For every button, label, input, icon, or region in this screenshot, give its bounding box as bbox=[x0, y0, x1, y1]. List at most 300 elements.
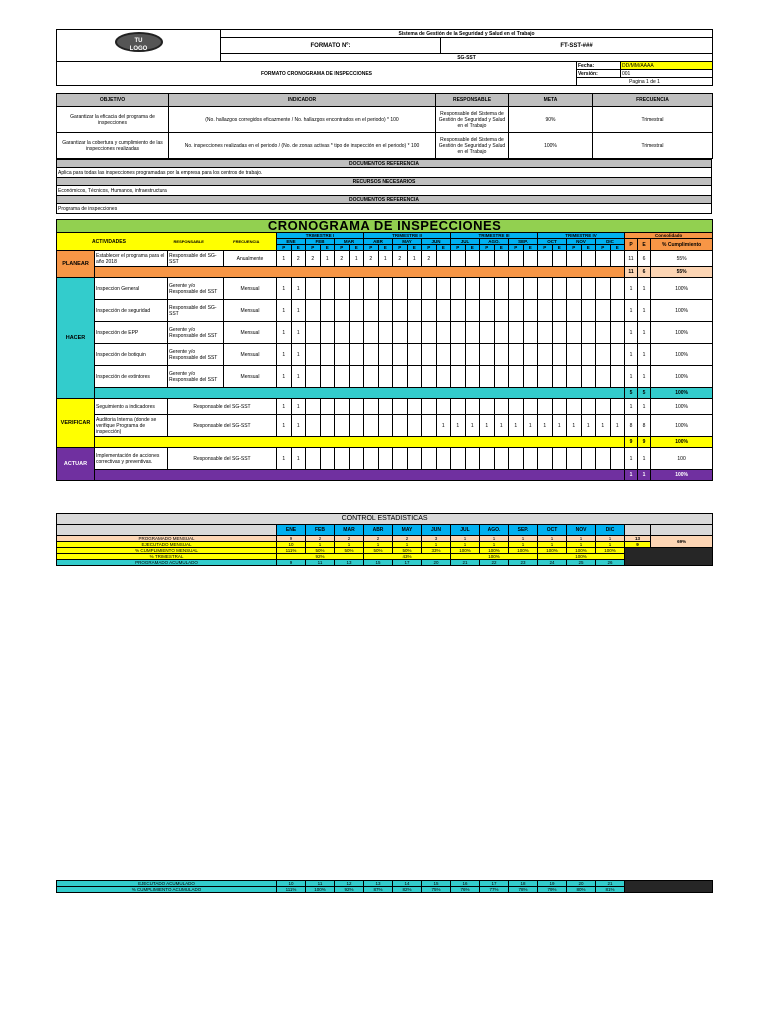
activity-name: Implementación de acciones correctivas y preventivas. bbox=[95, 448, 168, 470]
schedule-cell bbox=[552, 251, 567, 267]
schedule-cell bbox=[465, 322, 480, 344]
schedule-cell bbox=[378, 366, 393, 388]
consolidated-p: 1 bbox=[625, 399, 638, 415]
schedule-cell bbox=[378, 415, 393, 437]
stats-value: 3 bbox=[422, 536, 451, 542]
stats-value: 1 bbox=[538, 542, 567, 548]
accum-value: 19 bbox=[538, 881, 567, 887]
accum-value: 87% bbox=[364, 887, 393, 893]
p-header: P bbox=[393, 245, 408, 251]
p-header: P bbox=[509, 245, 524, 251]
schedule-cell bbox=[610, 300, 625, 322]
schedule-cell bbox=[465, 366, 480, 388]
month-header: NOV bbox=[567, 239, 596, 245]
schedule-cell bbox=[523, 366, 538, 388]
e-header: E bbox=[581, 245, 596, 251]
p-header: P bbox=[335, 245, 350, 251]
trimestre-2: TRIMESTRE II bbox=[364, 233, 451, 239]
schedule-cell bbox=[509, 366, 524, 388]
col-indicador: INDICADOR bbox=[169, 94, 436, 107]
schedule-cell: 1 bbox=[596, 415, 611, 437]
col-objetivo: OBJETIVO bbox=[57, 94, 169, 107]
schedule-cell bbox=[335, 366, 350, 388]
accum-value: 16 bbox=[451, 881, 480, 887]
stats-value: 1 bbox=[567, 536, 596, 542]
activity-responsible: Gerente y/o Responsable del SST bbox=[168, 366, 224, 388]
schedule-cell bbox=[422, 322, 437, 344]
schedule-cell bbox=[610, 278, 625, 300]
schedule-cell bbox=[306, 399, 321, 415]
schedule-cell bbox=[320, 415, 335, 437]
stats-value: 1 bbox=[509, 536, 538, 542]
schedule-cell bbox=[378, 322, 393, 344]
activity-name: Inspección de seguridad bbox=[95, 300, 168, 322]
schedule-cell bbox=[538, 300, 553, 322]
schedule-cell bbox=[610, 251, 625, 267]
consolidated-pct: 100% bbox=[651, 399, 713, 415]
stats-value: 1 bbox=[538, 536, 567, 542]
stats-total: 9 bbox=[625, 542, 651, 548]
schedule-cell bbox=[552, 366, 567, 388]
schedule-cell bbox=[335, 278, 350, 300]
stats-total: 13 bbox=[625, 536, 651, 542]
schedule-cell bbox=[494, 278, 509, 300]
month-header: ENE bbox=[277, 239, 306, 245]
schedule-cell bbox=[596, 251, 611, 267]
schedule-cell bbox=[407, 415, 422, 437]
stats-value: 1 bbox=[451, 536, 480, 542]
consolidado-e: E bbox=[638, 239, 651, 251]
month-header: JUN bbox=[422, 239, 451, 245]
fecha-value: DD/MM/AAAA bbox=[621, 62, 713, 70]
p-header: P bbox=[538, 245, 553, 251]
phase-total-pct: 100% bbox=[651, 470, 713, 481]
schedule-cell bbox=[494, 448, 509, 470]
schedule-cell bbox=[451, 300, 466, 322]
schedule-cell bbox=[335, 344, 350, 366]
phase-total-p: 1 bbox=[625, 470, 638, 481]
schedule-cell: 2 bbox=[393, 251, 408, 267]
col-meta: META bbox=[509, 94, 593, 107]
stats-value: 33% bbox=[422, 548, 451, 554]
schedule-cell: 1 bbox=[291, 448, 306, 470]
stats-month: ABR bbox=[364, 525, 393, 536]
formato-label: FORMATO Nº: bbox=[221, 38, 441, 54]
schedule-cell bbox=[320, 322, 335, 344]
schedule-cell bbox=[364, 399, 379, 415]
month-header: MAR bbox=[335, 239, 364, 245]
schedule-cell bbox=[306, 366, 321, 388]
schedule-cell bbox=[610, 322, 625, 344]
stats-value: 100% bbox=[480, 548, 509, 554]
schedule-cell bbox=[465, 344, 480, 366]
schedule-cell bbox=[436, 322, 451, 344]
schedule-cell: 1 bbox=[523, 415, 538, 437]
schedule-cell bbox=[480, 399, 495, 415]
e-header: E bbox=[465, 245, 480, 251]
p-header: P bbox=[306, 245, 321, 251]
accumulated-table bbox=[56, 880, 713, 893]
schedule-cell bbox=[422, 399, 437, 415]
schedule-cell bbox=[422, 448, 437, 470]
schedule-cell bbox=[378, 448, 393, 470]
trimestre-3: TRIMESTRE III bbox=[451, 233, 538, 239]
schedule-cell: 1 bbox=[277, 448, 292, 470]
schedule-cell bbox=[523, 448, 538, 470]
schedule-cell bbox=[335, 300, 350, 322]
schedule-cell bbox=[552, 322, 567, 344]
schedule-cell bbox=[523, 344, 538, 366]
schedule-cell bbox=[596, 278, 611, 300]
schedule-cell: 1 bbox=[291, 415, 306, 437]
schedule-cell: 1 bbox=[291, 322, 306, 344]
schedule-cell bbox=[596, 300, 611, 322]
accum-value: 15 bbox=[422, 881, 451, 887]
schedule-cell: 2 bbox=[335, 251, 350, 267]
consolidated-p: 1 bbox=[625, 448, 638, 470]
schedule-cell bbox=[509, 278, 524, 300]
consolidated-e: 1 bbox=[638, 366, 651, 388]
schedule-cell bbox=[393, 448, 408, 470]
schedule-cell bbox=[552, 300, 567, 322]
schedule-cell bbox=[494, 366, 509, 388]
schedule-cell bbox=[378, 278, 393, 300]
schedule-cell bbox=[349, 322, 364, 344]
stats-value: 26 bbox=[596, 560, 625, 566]
consolidated-pct: 100% bbox=[651, 344, 713, 366]
schedule-cell bbox=[335, 399, 350, 415]
schedule-cell bbox=[349, 448, 364, 470]
stats-value: 13 bbox=[335, 560, 364, 566]
schedule-cell bbox=[494, 251, 509, 267]
schedule-cell: 1 bbox=[509, 415, 524, 437]
schedule-cell: 1 bbox=[277, 366, 292, 388]
goal-1: 90% bbox=[509, 107, 593, 133]
schedule-cell bbox=[335, 448, 350, 470]
phase-total-e: 6 bbox=[638, 267, 651, 278]
stats-blank bbox=[625, 525, 651, 536]
p-header: P bbox=[480, 245, 495, 251]
schedule-cell bbox=[393, 322, 408, 344]
schedule-cell: 1 bbox=[320, 251, 335, 267]
schedule-cell bbox=[436, 448, 451, 470]
schedule-cell: 2 bbox=[364, 251, 379, 267]
stats-dark-block bbox=[625, 548, 713, 566]
control-stats-table bbox=[56, 513, 713, 566]
schedule-cell bbox=[320, 448, 335, 470]
phase-actuar: ACTUAR bbox=[57, 448, 95, 481]
schedule-cell: 1 bbox=[277, 344, 292, 366]
schedule-cell bbox=[509, 300, 524, 322]
stats-value: 1 bbox=[451, 542, 480, 548]
schedule-cell bbox=[451, 366, 466, 388]
schedule-cell bbox=[378, 300, 393, 322]
stats-value: 50% bbox=[335, 548, 364, 554]
phase-total-p: 9 bbox=[625, 437, 638, 448]
document-title: FORMATO CRONOGRAMA DE INSPECCIONES bbox=[57, 62, 577, 86]
activity-responsible: Gerente y/o Responsable del SST bbox=[168, 322, 224, 344]
consolidated-e: 1 bbox=[638, 322, 651, 344]
schedule-cell bbox=[451, 399, 466, 415]
schedule-cell bbox=[538, 344, 553, 366]
system-title: Sistema de Gestión de la Seguridad y Salud en el Trabajo bbox=[221, 30, 713, 38]
stats-month: JUL bbox=[451, 525, 480, 536]
schedule-cell bbox=[451, 344, 466, 366]
schedule-cell bbox=[320, 278, 335, 300]
accum-value: 100% bbox=[306, 887, 335, 893]
consolidated-e: 6 bbox=[638, 251, 651, 267]
schedule-cell bbox=[436, 399, 451, 415]
schedule-cell bbox=[364, 448, 379, 470]
month-header: ABR bbox=[364, 239, 393, 245]
schedule-cell: 1 bbox=[538, 415, 553, 437]
activity-frequency: Mensual bbox=[224, 300, 277, 322]
schedule-cell bbox=[436, 344, 451, 366]
schedule-cell bbox=[378, 344, 393, 366]
consolidated-pct: 100% bbox=[651, 366, 713, 388]
schedule-cell bbox=[480, 344, 495, 366]
stats-value: 1 bbox=[480, 536, 509, 542]
stats-value: 1 bbox=[393, 542, 422, 548]
p-header: P bbox=[277, 245, 292, 251]
stats-value: 10 bbox=[277, 542, 306, 548]
activity-name: Seguimiento a indicadores bbox=[95, 399, 168, 415]
schedule-cell bbox=[320, 300, 335, 322]
objective-2: Garantizar la cobertura y cumplimiento de las inspecciones realizadas bbox=[57, 133, 169, 159]
stats-value: 21 bbox=[451, 560, 480, 566]
activity-responsible: Responsable del SG-SST bbox=[168, 251, 224, 267]
schedule-cell bbox=[596, 399, 611, 415]
accum-value: 82% bbox=[393, 887, 422, 893]
schedule-cell bbox=[320, 399, 335, 415]
month-header: AGO. bbox=[480, 239, 509, 245]
schedule-cell bbox=[349, 399, 364, 415]
accum-value: 92% bbox=[335, 887, 364, 893]
schedule-cell bbox=[393, 415, 408, 437]
stats-value: 1 bbox=[306, 542, 335, 548]
stats-value: 24 bbox=[538, 560, 567, 566]
consolidated-e: 1 bbox=[638, 278, 651, 300]
schedule-cell bbox=[538, 366, 553, 388]
schedule-cell bbox=[364, 322, 379, 344]
schedule-cell bbox=[364, 278, 379, 300]
resources-header: RECURSOS NECESARIOS bbox=[57, 178, 712, 186]
schedule-cell bbox=[581, 322, 596, 344]
col-frecuencia: FRECUENCIA bbox=[233, 238, 260, 244]
schedule-cell bbox=[480, 448, 495, 470]
schedule-cell: 1 bbox=[436, 415, 451, 437]
e-header: E bbox=[407, 245, 422, 251]
schedule-cell: 1 bbox=[277, 415, 292, 437]
schedule-cell bbox=[567, 300, 582, 322]
schedule-cell bbox=[596, 344, 611, 366]
schedule-cell: 1 bbox=[277, 322, 292, 344]
schedule-cell bbox=[407, 399, 422, 415]
schedule-cell: 1 bbox=[291, 344, 306, 366]
indicator-1: (No. hallazgos corregidos eficazmente / No. hallazgos encontrados en el periodo) * 100 bbox=[169, 107, 436, 133]
consolidated-pct: 55% bbox=[651, 251, 713, 267]
schedule-cell: 1 bbox=[552, 415, 567, 437]
stats-month: JUN bbox=[422, 525, 451, 536]
stats-value: 2 bbox=[364, 536, 393, 542]
month-header: MAY bbox=[393, 239, 422, 245]
schedule-cell bbox=[422, 344, 437, 366]
activity-name: Inspección de extintores bbox=[95, 366, 168, 388]
schedule-table bbox=[56, 219, 713, 481]
schedule-cell: 1 bbox=[378, 251, 393, 267]
schedule-cell bbox=[407, 366, 422, 388]
schedule-cell bbox=[436, 366, 451, 388]
schedule-cell bbox=[567, 399, 582, 415]
schedule-cell bbox=[349, 366, 364, 388]
stats-value: 2 bbox=[306, 536, 335, 542]
consolidated-p: 11 bbox=[625, 251, 638, 267]
stats-value: 100% bbox=[596, 548, 625, 554]
schedule-cell bbox=[465, 278, 480, 300]
consolidado-p: P bbox=[625, 239, 638, 251]
stats-value: 2 bbox=[335, 536, 364, 542]
schedule-cell bbox=[552, 448, 567, 470]
schedule-cell bbox=[581, 399, 596, 415]
schedule-cell bbox=[581, 344, 596, 366]
schedule-cell bbox=[451, 448, 466, 470]
stats-value: 100% bbox=[538, 548, 567, 554]
schedule-cell bbox=[538, 278, 553, 300]
stats-value: 1 bbox=[567, 542, 596, 548]
schedule-cell bbox=[480, 300, 495, 322]
stats-month: OCT bbox=[538, 525, 567, 536]
stats-row-label: EJECUTADO MENSUAL bbox=[57, 542, 277, 548]
consolidated-e: 8 bbox=[638, 415, 651, 437]
schedule-cell bbox=[349, 415, 364, 437]
activity-responsible: Gerente y/o Responsable del SST bbox=[168, 278, 224, 300]
consolidado-header: Consolidado bbox=[625, 233, 713, 239]
accum-row-label: EJECUTADO ACUMULADO bbox=[57, 881, 277, 887]
trimestre-4: TRIMESTRE IV bbox=[538, 233, 625, 239]
schedule-cell bbox=[407, 448, 422, 470]
schedule-cell bbox=[538, 322, 553, 344]
schedule-cell bbox=[364, 300, 379, 322]
stats-row-label: % TRIMESTRAL bbox=[57, 554, 277, 560]
doc-ref-text-2: Programa de inspecciones bbox=[57, 204, 712, 214]
stats-value: 22 bbox=[480, 560, 509, 566]
schedule-cell bbox=[596, 448, 611, 470]
col-responsable: RESPONSABLE bbox=[173, 238, 204, 244]
company-logo: TU LOGO AQUÍ bbox=[115, 32, 163, 52]
activity-responsible: Responsable del SG-SST bbox=[168, 399, 277, 415]
trimestre-1: TRIMESTRE I bbox=[277, 233, 364, 239]
fecha-label: Fecha: bbox=[577, 62, 621, 70]
schedule-cell bbox=[567, 322, 582, 344]
schedule-cell bbox=[364, 415, 379, 437]
schedule-cell bbox=[494, 300, 509, 322]
schedule-cell bbox=[509, 344, 524, 366]
responsible-1: Responsable del Sistema de Gestión de Seguridad y Salud en el Trabajo bbox=[436, 107, 509, 133]
schedule-cell bbox=[436, 300, 451, 322]
schedule-cell bbox=[306, 278, 321, 300]
schedule-cell bbox=[552, 399, 567, 415]
phase-total-e: 9 bbox=[638, 437, 651, 448]
schedule-cell bbox=[538, 448, 553, 470]
schedule-cell bbox=[335, 415, 350, 437]
schedule-cell: 1 bbox=[277, 278, 292, 300]
month-header: SEP. bbox=[509, 239, 538, 245]
schedule-cell bbox=[422, 366, 437, 388]
indicator-2: No. inspecciones realizadas en el periodo / (No. de zonas activas * tipo de inspección en el periodo) * 100 bbox=[169, 133, 436, 159]
version-value: 001 bbox=[621, 70, 713, 78]
e-header: E bbox=[552, 245, 567, 251]
goal-2: 100% bbox=[509, 133, 593, 159]
schedule-cell bbox=[306, 322, 321, 344]
schedule-cell bbox=[306, 415, 321, 437]
schedule-cell bbox=[523, 322, 538, 344]
schedule-cell bbox=[320, 366, 335, 388]
schedule-cell bbox=[364, 344, 379, 366]
consolidated-e: 1 bbox=[638, 448, 651, 470]
schedule-cell bbox=[451, 278, 466, 300]
accum-dark-block bbox=[625, 881, 713, 893]
references-table bbox=[56, 159, 712, 214]
schedule-cell bbox=[451, 251, 466, 267]
schedule-cell bbox=[320, 344, 335, 366]
phase-total-bar bbox=[95, 388, 625, 399]
e-header: E bbox=[320, 245, 335, 251]
stats-value: 17 bbox=[393, 560, 422, 566]
accum-value: 111% bbox=[277, 887, 306, 893]
phase-total-bar bbox=[95, 470, 625, 481]
schedule-cell: 1 bbox=[610, 415, 625, 437]
accum-value: 81% bbox=[596, 887, 625, 893]
schedule-cell: 2 bbox=[291, 251, 306, 267]
schedule-cell bbox=[552, 278, 567, 300]
schedule-cell bbox=[480, 278, 495, 300]
schedule-cell: 1 bbox=[451, 415, 466, 437]
accum-value: 11 bbox=[306, 881, 335, 887]
schedule-cell bbox=[552, 344, 567, 366]
phase-total-e: 1 bbox=[638, 470, 651, 481]
schedule-cell: 1 bbox=[407, 251, 422, 267]
stats-value: 1 bbox=[480, 542, 509, 548]
schedule-cell bbox=[393, 366, 408, 388]
e-header: E bbox=[494, 245, 509, 251]
month-header: OCT bbox=[538, 239, 567, 245]
schedule-cell bbox=[480, 322, 495, 344]
schedule-cell bbox=[422, 415, 437, 437]
stats-value: 9 bbox=[277, 536, 306, 542]
stats-blank bbox=[57, 525, 277, 536]
phase-hacer: HACER bbox=[57, 278, 95, 399]
accum-value: 77% bbox=[480, 887, 509, 893]
schedule-cell: 1 bbox=[277, 251, 292, 267]
stats-month: ENE bbox=[277, 525, 306, 536]
consolidated-pct: 100% bbox=[651, 415, 713, 437]
stats-value: 20 bbox=[422, 560, 451, 566]
schedule-cell: 1 bbox=[277, 300, 292, 322]
schedule-cell bbox=[436, 278, 451, 300]
activity-frequency: Anualmente bbox=[224, 251, 277, 267]
activity-frequency: Mensual bbox=[224, 278, 277, 300]
header-table bbox=[56, 29, 713, 86]
stats-value: 100% bbox=[567, 548, 596, 554]
schedule-cell: 1 bbox=[291, 399, 306, 415]
schedule-cell: 1 bbox=[581, 415, 596, 437]
schedule-cell: 1 bbox=[465, 415, 480, 437]
stats-month: FEB bbox=[306, 525, 335, 536]
schedule-cell bbox=[596, 322, 611, 344]
stats-month: NOV bbox=[567, 525, 596, 536]
e-header: E bbox=[349, 245, 364, 251]
schedule-cell: 1 bbox=[291, 300, 306, 322]
